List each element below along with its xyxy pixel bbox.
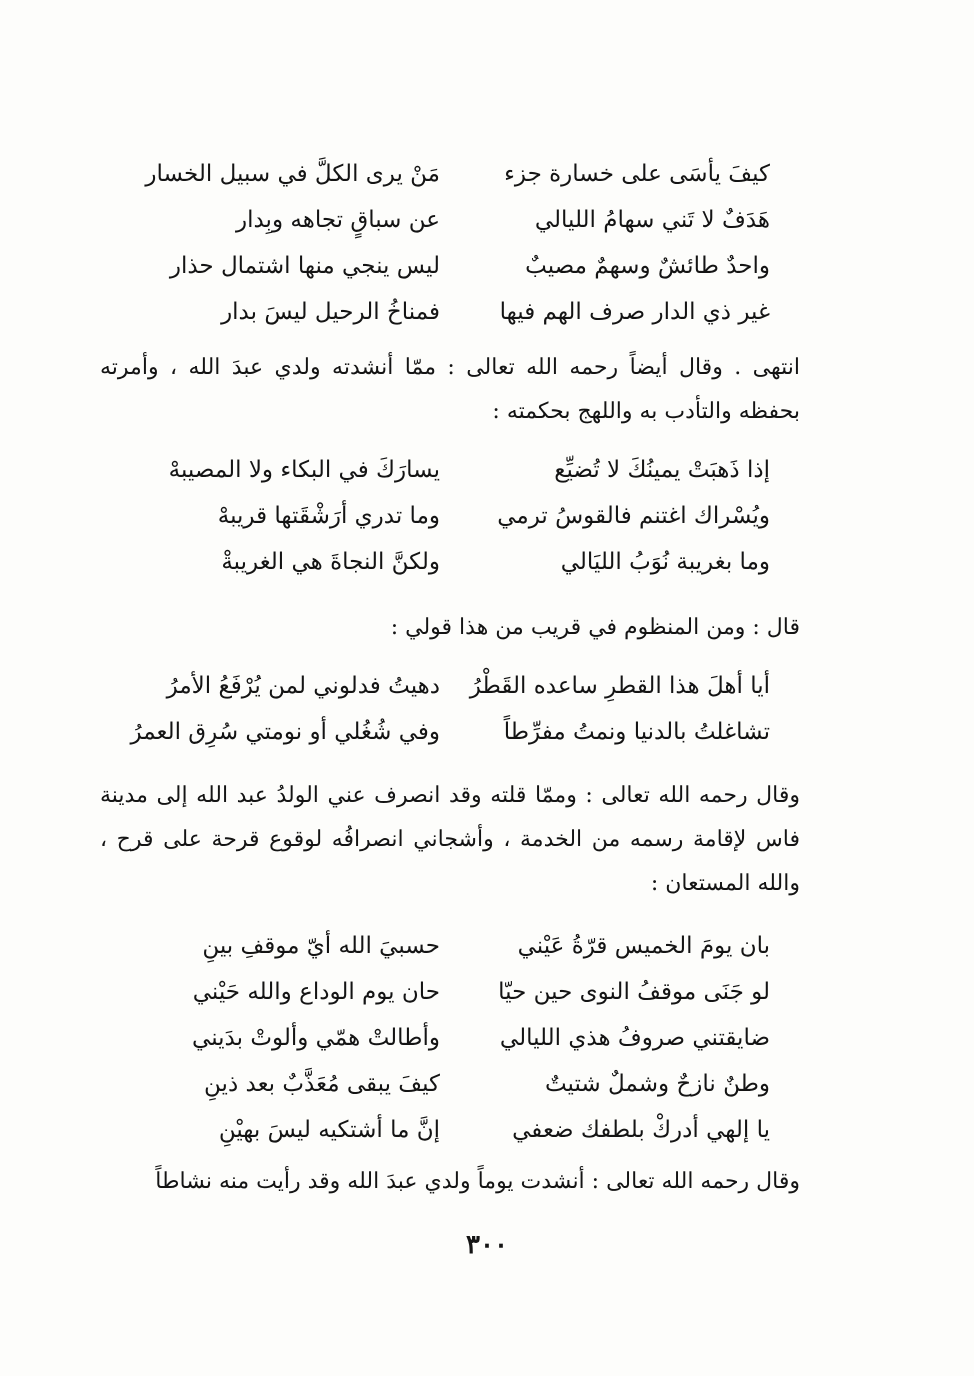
second-hemistich: عن سباقٍ تجاهه وبِدار (235, 207, 440, 233)
verse-line (150, 664, 770, 710)
prose-paragraph: وقال رحمه الله تعالى : وممّا قلته وقد انصرف عني الولدُ عبد الله إلى مدينة فاس لإقامة رسمه من الخدمة ، وأشجاني انصرافُه لوقوع قرحة على قرح ، والله المستعان : (100, 783, 800, 896)
second-hemistich: وفي شُغُلي أو نومتي سُرِق العمرُ (130, 719, 440, 745)
second-hemistich: دهيتُ فدلوني لمن يُرْفَعُ الأمرُ (166, 673, 440, 699)
first-hemistich: يا إلهي أدركْ بلطفك ضعفي (512, 1117, 770, 1143)
verse-line (150, 1016, 770, 1062)
verse-line (150, 1062, 770, 1108)
first-hemistich: تشاغلتُ بالدنيا ونمتُ مفرِّطاً (503, 719, 770, 745)
verse-line (130, 710, 770, 756)
second-hemistich: حسبيَ الله أيّ موقفِ بينِ (202, 933, 440, 959)
verse-line (150, 494, 770, 540)
first-hemistich: إذا ذَهبَتْ يمينُكَ لا تُضيِّع (554, 457, 770, 483)
prose-paragraph: انتهى . وقال أيضاً رحمه الله تعالى : ممّا أنشدته ولدي عبدَ الله ، وأمرته بحفظه والتأدب به واللهج بحكمته : (100, 355, 800, 424)
prose-paragraph: قال : ومن المنظوم في قريب من هذا قولي : (390, 615, 800, 640)
poem-1 (145, 152, 770, 336)
first-hemistich: هَدَفٌ لا تَني سهامُ الليالي (534, 207, 770, 233)
second-hemistich: وما تدري أرَشْقَتها قريبهْ (217, 503, 440, 529)
page-number: ٣٠٠ (466, 1230, 508, 1260)
second-hemistich: ولكنَّ النجاةَ هي الغريبةْ (221, 549, 440, 575)
first-hemistich: أيا أهلَ هذا القطرِ ساعده القَطْرُ (469, 673, 770, 699)
poem-3 (130, 664, 770, 756)
verse-line (150, 290, 770, 336)
first-hemistich: وطنٌ نازحٌ وشملٌ شتيتٌ (544, 1071, 770, 1097)
verse-line (150, 244, 770, 290)
first-hemistich: غير ذي الدار صرف الهم فيها (499, 299, 770, 325)
first-hemistich: ويُسْراك اغتنم فالقوسُ ترمي (497, 503, 770, 529)
second-hemistich: فمناخُ الرحيل ليسَ بدار (221, 299, 440, 325)
second-hemistich: مَنْ يرى الكلَّ في سبيل الخسار (145, 161, 440, 187)
first-hemistich: وما بغريبة نُوَبُ الليَالي (560, 549, 770, 575)
poem-4 (150, 924, 770, 1154)
second-hemistich: وأطالتْ همّي وألوتْ بدَيني (192, 1025, 440, 1051)
second-hemistich: حان يوم الوداع والله حَيْني (192, 979, 440, 1005)
second-hemistich: إنَّ ما أشتكيه ليسَ بهيْنِ (218, 1117, 440, 1143)
first-hemistich: ضايقتني صروفُ هذي الليالي (499, 1025, 770, 1051)
verse-line (150, 198, 770, 244)
poem-2 (150, 448, 770, 586)
verse-line (150, 540, 770, 586)
first-hemistich: واحدٌ طائشٌ وسهمٌ مصيبٌ (525, 253, 770, 279)
first-hemistich: كيفَ يأسَى على خسارة جزء (504, 161, 770, 187)
verse-line (150, 924, 770, 970)
second-hemistich: يسارَكَ في البكاء ولا المصيبهْ (168, 457, 440, 483)
first-hemistich: لو جَنَى موقفُ النوى حين حيّا (498, 979, 770, 1005)
verse-line (145, 152, 770, 198)
verse-line (150, 448, 770, 494)
verse-line (150, 970, 770, 1016)
prose-paragraph: وقال رحمه الله تعالى : أنشدت يوماً ولدي عبدَ الله وقد رأيت منه نشاطاً (155, 1169, 800, 1194)
verse-line (150, 1108, 770, 1154)
first-hemistich: بان يومَ الخميس قرّةُ عَيْني (517, 933, 770, 959)
second-hemistich: ليس ينجي منها اشتمال حذار (169, 253, 440, 279)
second-hemistich: كيفَ يبقى مُعَذَّبٌ بعد ذينِ (204, 1071, 440, 1097)
